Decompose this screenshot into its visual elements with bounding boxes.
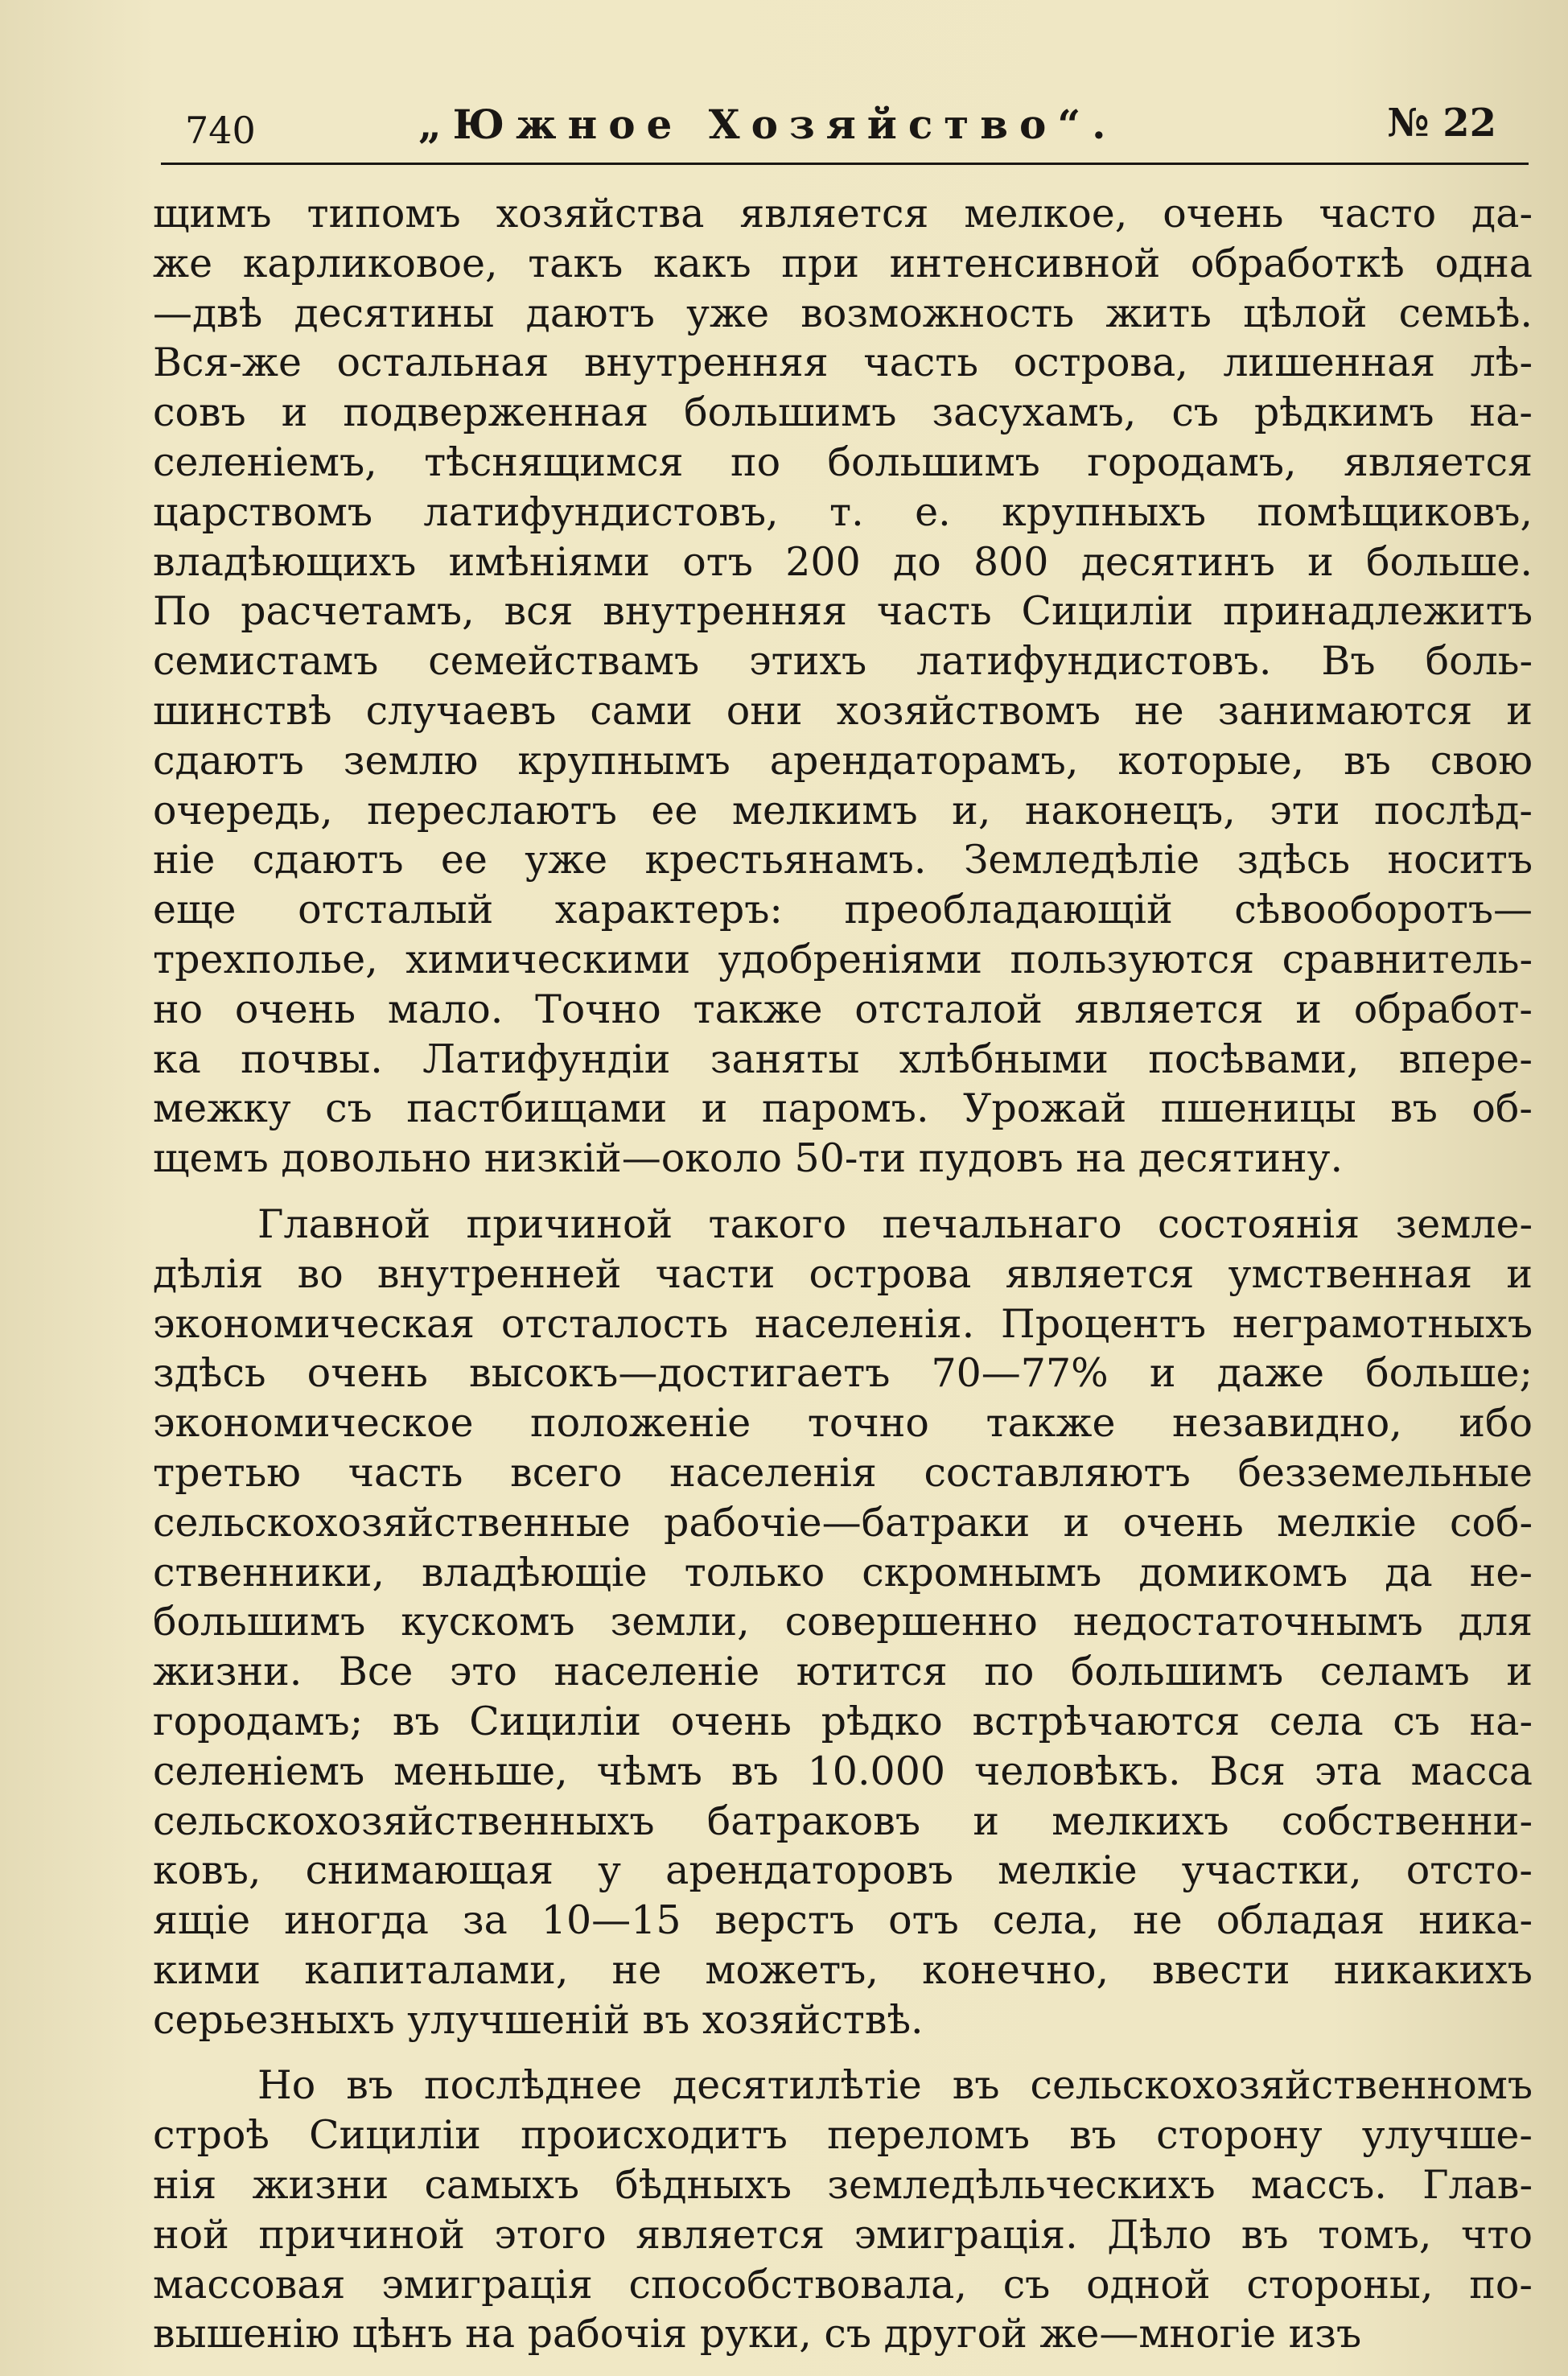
issue-number: № 22: [1387, 101, 1496, 146]
text-line: трехполье, химическими удобренiями пользуются сравнитель-: [153, 936, 1533, 982]
text-line: серьезныхъ улучшенiй въ хозяйствѣ.: [153, 1996, 924, 2043]
text-line: щемъ довольно низкiй—около 50-ти пудовъ на десятину.: [153, 1135, 1344, 1182]
text-line: экономическая отсталость населенiя. Процентъ неграмотныхъ: [153, 1300, 1533, 1347]
paragraph: [153, 1200, 1533, 2045]
text-line: По расчетамъ, вся внутренняя часть Сицилiи принадлежитъ: [153, 588, 1533, 635]
text-line: жизни. Все это населенiе ютится по большимъ селамъ и: [153, 1649, 1533, 1695]
paragraph: [153, 2061, 1533, 2359]
text-line: селенiемъ, тѣснящимся по большимъ городамъ, является: [153, 439, 1533, 485]
text-line: городамъ; въ Сицилiи очень рѣдко встрѣчаются села съ на-: [153, 1698, 1533, 1744]
text-line: —двѣ десятины даютъ уже возможность жить цѣлой семьѣ.: [153, 290, 1533, 336]
text-line: здѣсь очень высокъ—достигаетъ 70—77% и даже больше;: [153, 1350, 1533, 1397]
text-line: ной причиной этого является эмиграцiя. Дѣло въ томъ, что: [153, 2211, 1533, 2258]
text-line: Но въ послѣднее десятилѣтiе въ сельскохозяйственномъ: [257, 2062, 1533, 2109]
header-rule: [161, 163, 1529, 165]
text-line: сельскохозяйственныхъ батраковъ и мелкихъ собственни-: [153, 1797, 1533, 1844]
text-line: межку съ пастбищами и паромъ. Урожай пшеницы въ об-: [153, 1085, 1533, 1132]
text-line: ственники, владѣющiе только скромнымъ домикомъ да не-: [153, 1549, 1533, 1596]
article-body: [153, 189, 1533, 2359]
text-line: дѣлiя во внутренней части острова является умственная и: [153, 1250, 1533, 1297]
text-line: ка почвы. Латифундiи заняты хлѣбными посѣвами, впере-: [153, 1036, 1533, 1082]
text-line: нiе сдаютъ ее уже крестьянамъ. Земледѣлiе здѣсь носитъ: [153, 837, 1533, 883]
text-line: Главной причиной такого печальнаго состоянiя земле-: [257, 1200, 1533, 1247]
text-line: кими капиталами, не можетъ, конечно, ввести никакихъ: [153, 1946, 1533, 1993]
text-line: сельскохозяйственные рабочiе—батраки и очень мелкiе соб-: [153, 1499, 1533, 1546]
text-line: совъ и подверженная большимъ засухамъ, съ рѣдкимъ на-: [153, 389, 1533, 436]
text-line: семистамъ семействамъ этихъ латифундистовъ. Въ боль-: [153, 638, 1533, 685]
paragraph: [153, 189, 1533, 1184]
page-number: 740: [185, 109, 256, 152]
text-line: же карликовое, такъ какъ при интенсивной обработкѣ одна: [153, 240, 1533, 286]
text-line: щимъ типомъ хозяйства является мелкое, очень часто да-: [153, 191, 1533, 237]
text-line: Вся-же остальная внутренняя часть острова, лишенная лѣ-: [153, 340, 1533, 386]
page-header: [161, 101, 1529, 165]
text-line: строѣ Сицилiи происходитъ переломъ въ сторону улучше-: [153, 2112, 1533, 2159]
journal-title: „Южное Хозяйство“.: [418, 101, 1117, 148]
text-line: но очень мало. Точно также отсталой является и обработ-: [153, 986, 1533, 1032]
text-line: ковъ, снимающая у арендаторовъ мелкiе участки, отсто-: [153, 1847, 1533, 1894]
text-line: сдаютъ землю крупнымъ арендаторамъ, которые, въ свою: [153, 737, 1533, 784]
paragraph-gap: [153, 2045, 1533, 2061]
text-line: еще отсталый характеръ: преобладающiй сѣвооборотъ—: [153, 887, 1533, 933]
paragraph-gap: [153, 1184, 1533, 1200]
text-line: очередь, переслаютъ ее мелкимъ и, наконецъ, эти послѣд-: [153, 787, 1533, 834]
text-line: ящiе иногда за 10—15 верстъ отъ села, не обладая ника-: [153, 1897, 1533, 1944]
text-line: царствомъ латифундистовъ, т. е. крупныхъ помѣщиковъ,: [153, 488, 1533, 535]
text-line: шинствѣ случаевъ сами они хозяйствомъ не занимаются и: [153, 687, 1533, 734]
text-line: большимъ кускомъ земли, совершенно недостаточнымъ для: [153, 1599, 1533, 1645]
text-line: владѣющихъ имѣнiями отъ 200 до 800 десятинъ и больше.: [153, 538, 1533, 585]
text-line: массовая эмиграцiя способствовала, съ одной стороны, по-: [153, 2261, 1533, 2308]
text-line: экономическое положенiе точно также незавидно, ибо: [153, 1400, 1533, 1447]
text-line: третью часть всего населенiя составляютъ безземельные: [153, 1449, 1533, 1496]
text-line: селенiемъ меньше, чѣмъ въ 10.000 человѣкъ. Вся эта масса: [153, 1748, 1533, 1794]
text-line: нiя жизни самыхъ бѣдныхъ земледѣльческихъ массъ. Глав-: [153, 2162, 1533, 2209]
text-line: вышенiю цѣнъ на рабочiя руки, съ другой же—многiе изъ: [153, 2311, 1362, 2357]
